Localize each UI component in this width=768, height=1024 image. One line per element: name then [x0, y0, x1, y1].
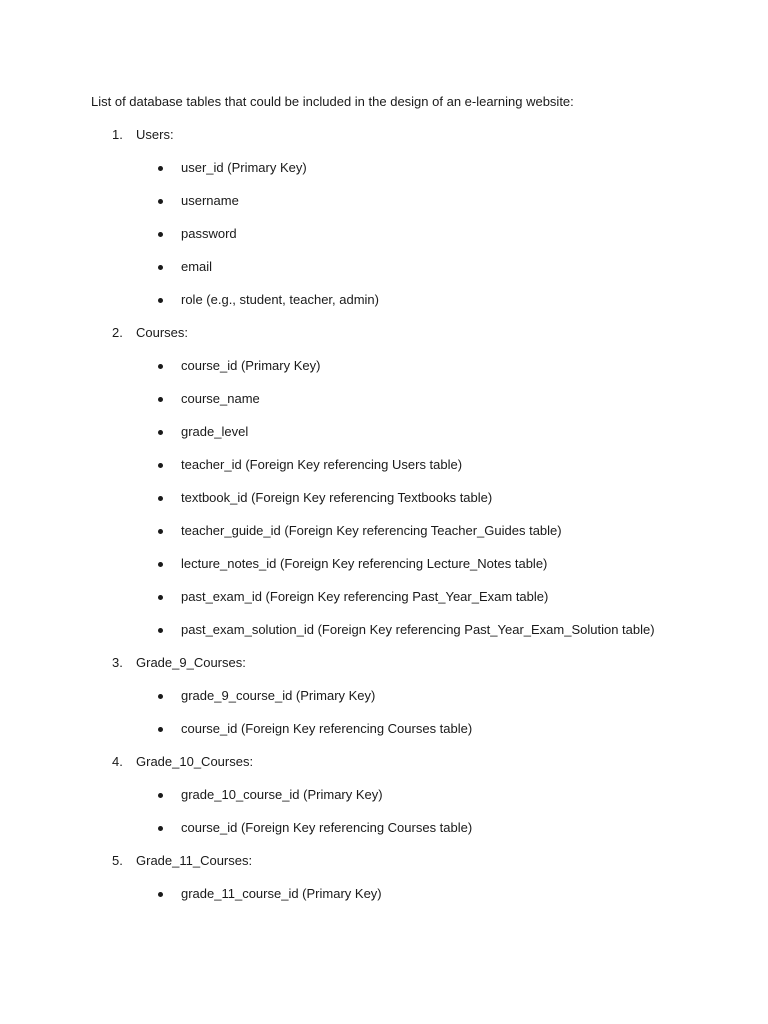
list-item: [0, 159, 768, 192]
bullet-icon: [158, 463, 163, 468]
bullet-icon: [158, 232, 163, 237]
bullet-icon: [158, 199, 163, 204]
field-text: teacher_guide_id (Foreign Key referencing Teacher_Guides table): [181, 523, 562, 538]
table-list: [0, 126, 768, 918]
list-item: [0, 555, 768, 588]
field-text: past_exam_solution_id (Foreign Key referencing Past_Year_Exam_Solution table): [181, 622, 655, 637]
field-text: lecture_notes_id (Foreign Key referencing Lecture_Notes table): [181, 556, 548, 571]
bullet-icon: [158, 529, 163, 534]
section-number: 1.: [112, 127, 123, 142]
list-item: [0, 687, 768, 720]
list-item: [0, 225, 768, 258]
field-text: grade_9_course_id (Primary Key): [181, 688, 376, 703]
section-heading: [0, 126, 768, 159]
section-heading: [0, 852, 768, 885]
section-title: Courses:: [136, 325, 189, 340]
bullet-icon: [158, 166, 163, 171]
list-item: [0, 489, 768, 522]
bullet-icon: [158, 562, 163, 567]
bullet-icon: [158, 628, 163, 633]
bullet-icon: [158, 430, 163, 435]
field-text: username: [181, 193, 239, 208]
list-item: [0, 390, 768, 423]
bullet-icon: [158, 826, 163, 831]
field-text: course_name: [181, 391, 260, 406]
section-heading: [0, 324, 768, 357]
list-item: [0, 885, 768, 918]
bullet-icon: [158, 727, 163, 732]
list-item: [0, 456, 768, 489]
section-number: 3.: [112, 655, 123, 670]
section-heading: [0, 753, 768, 786]
section-title: Grade_9_Courses:: [136, 655, 246, 670]
field-list: [0, 885, 768, 918]
field-text: course_id (Foreign Key referencing Courses table): [181, 721, 473, 736]
section-heading: [0, 654, 768, 687]
field-text: grade_10_course_id (Primary Key): [181, 787, 383, 802]
field-text: past_exam_id (Foreign Key referencing Past_Year_Exam table): [181, 589, 549, 604]
list-item: [0, 291, 768, 324]
bullet-icon: [158, 298, 163, 303]
list-item: [0, 819, 768, 852]
section-title: Grade_10_Courses:: [136, 754, 254, 769]
bullet-icon: [158, 364, 163, 369]
list-item: [0, 786, 768, 819]
field-list: [0, 786, 768, 852]
bullet-icon: [158, 892, 163, 897]
field-text: teacher_id (Foreign Key referencing Users table): [181, 457, 463, 472]
section-number: 5.: [112, 853, 123, 868]
list-item: [0, 423, 768, 456]
bullet-icon: [158, 694, 163, 699]
bullet-icon: [158, 265, 163, 270]
table-section: [0, 126, 768, 324]
section-number: 4.: [112, 754, 123, 769]
table-section: [0, 852, 768, 918]
field-text: course_id (Foreign Key referencing Courses table): [181, 820, 473, 835]
list-item: [0, 621, 768, 654]
list-item: [0, 357, 768, 390]
field-text: grade_11_course_id (Primary Key): [181, 886, 382, 901]
table-section: [0, 654, 768, 753]
section-title: Grade_11_Courses:: [136, 853, 253, 868]
field-text: role (e.g., student, teacher, admin): [181, 292, 379, 307]
field-list: [0, 159, 768, 324]
field-list: [0, 687, 768, 753]
bullet-icon: [158, 793, 163, 798]
bullet-icon: [158, 595, 163, 600]
field-list: [0, 357, 768, 654]
list-item: [0, 720, 768, 753]
table-section: [0, 324, 768, 654]
list-item: [0, 588, 768, 621]
field-text: email: [181, 259, 213, 274]
section-number: 2.: [112, 325, 123, 340]
section-title: Users:: [136, 127, 174, 142]
list-item: [0, 522, 768, 555]
list-item: [0, 192, 768, 225]
intro-text: List of database tables that could be included in the design of an e-learning website:: [91, 94, 574, 109]
list-item: [0, 258, 768, 291]
field-text: password: [181, 226, 237, 241]
bullet-icon: [158, 496, 163, 501]
field-text: textbook_id (Foreign Key referencing Textbooks table): [181, 490, 493, 505]
field-text: grade_level: [181, 424, 249, 439]
field-text: course_id (Primary Key): [181, 358, 321, 373]
table-section: [0, 753, 768, 852]
field-text: user_id (Primary Key): [181, 160, 307, 175]
bullet-icon: [158, 397, 163, 402]
